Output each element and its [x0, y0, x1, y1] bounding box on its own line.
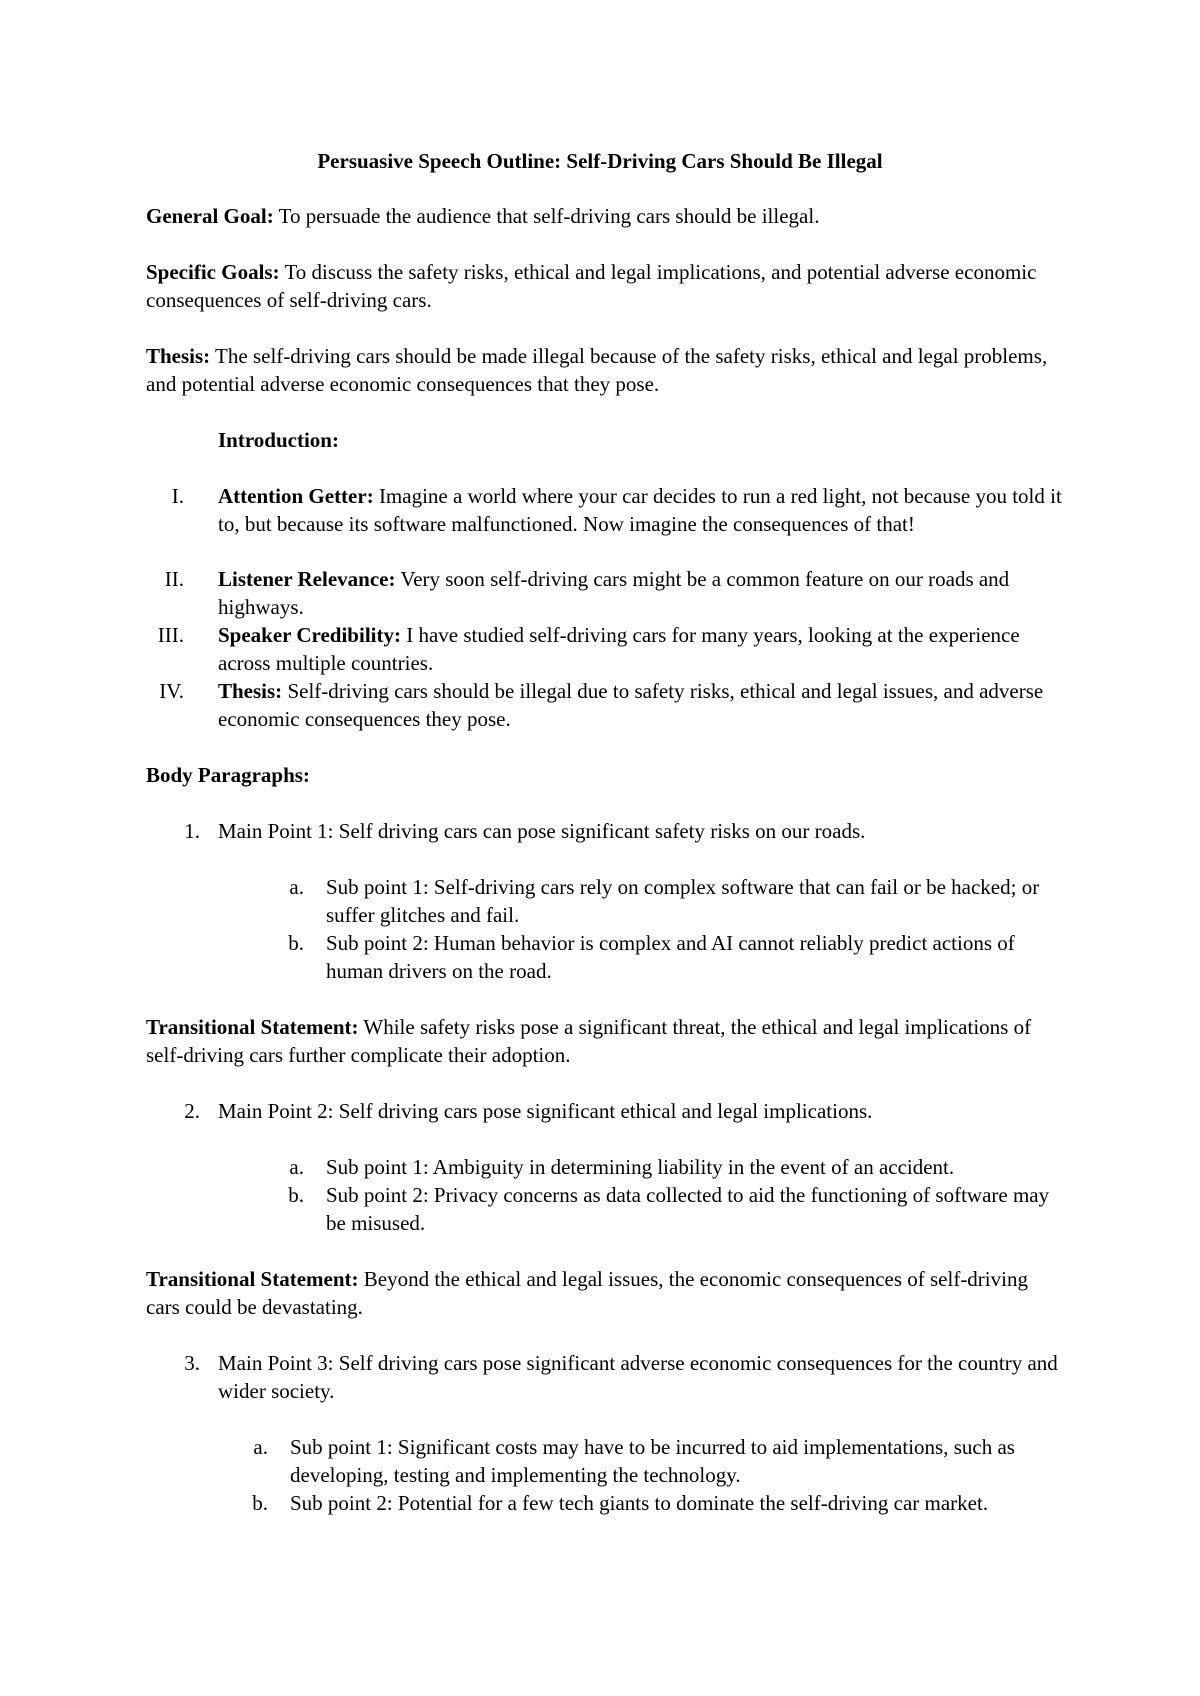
sub-point-letter: a. [253, 1435, 268, 1459]
intro-item-number: III. [157, 623, 184, 647]
intro-item-text: Self-driving cars should be illegal due to safety risks, ethical and legal issues, and adverse economic consequences they pose. [218, 679, 1044, 731]
sub-point-text: Sub point 1: Self-driving cars rely on complex software that can fail or be hacked; or suffer glitches and fail. [326, 875, 1040, 927]
sub-point-text: Sub point 1: Ambiguity in determining liability in the event of an accident. [326, 1155, 955, 1179]
intro-item-number: II. [164, 567, 184, 591]
transitional-statement-label: Transitional Statement: [146, 1267, 359, 1291]
introduction-heading: Introduction: [218, 428, 339, 452]
transitional-statement-text: While safety risks pose a significant threat, the ethical and legal implications of self-driving cars further complicate their adoption. [146, 1015, 1032, 1067]
intro-item-number: IV. [159, 679, 184, 703]
general-goal-label: General Goal: [146, 204, 274, 228]
transitional-statement-1 [146, 1014, 1066, 1069]
sub-point-letter: b. [288, 1183, 304, 1207]
transitional-statement-label: Transitional Statement: [146, 1015, 359, 1039]
main-point-text: Main Point 3: Self driving cars pose significant adverse economic consequences for the country and wider society. [218, 1351, 1058, 1403]
intro-item-content [218, 622, 1066, 677]
main-point-number: 1. [184, 819, 200, 843]
intro-item-label: Speaker Credibility: [218, 623, 401, 647]
general-goal-text: To persuade the audience that self-driving cars should be illegal. [273, 204, 820, 228]
intro-item-text: Imagine a world where your car decides to run a red light, not because you told it to, but because its software malfunctioned. Now imagine the consequences of that! [218, 484, 1062, 536]
sub-point-text: Sub point 2: Potential for a few tech giants to dominate the self-driving car market. [290, 1491, 989, 1515]
body-paragraphs-heading: Body Paragraphs: [146, 763, 310, 787]
intro-item-label: Attention Getter: [218, 484, 374, 508]
intro-item-label: Thesis: [218, 679, 283, 703]
general-goal [146, 203, 1066, 231]
main-point-text: Main Point 2: Self driving cars pose significant ethical and legal implications. [218, 1099, 873, 1123]
sub-point-letter: b. [288, 931, 304, 955]
main-point-text: Main Point 1: Self driving cars can pose significant safety risks on our roads. [218, 819, 866, 843]
intro-item-text: I have studied self-driving cars for many years, looking at the experience across multiple countries. [218, 623, 1020, 675]
intro-item-label: Listener Relevance: [218, 567, 396, 591]
sub-point-text: Sub point 1: Significant costs may have to be incurred to aid implementations, such as developing, testing and implementing the technology. [290, 1435, 1015, 1487]
document-title: Persuasive Speech Outline: Self-Driving Cars Should Be Illegal [317, 149, 883, 173]
intro-item-number: I. [171, 484, 184, 508]
thesis-statement [146, 343, 1066, 398]
intro-item-text: Very soon self-driving cars might be a common feature on our roads and highways. [218, 567, 1010, 619]
thesis-text: The self-driving cars should be made illegal because of the safety risks, ethical and legal problems, and potential adverse economic consequences that they pose. [146, 344, 1048, 396]
sub-point-letter: b. [252, 1491, 268, 1515]
sub-point-letter: a. [289, 1155, 304, 1179]
sub-point-text: Sub point 2: Privacy concerns as data collected to aid the functioning of software may be misused. [326, 1183, 1050, 1235]
intro-item-content [218, 678, 1066, 733]
transitional-statement-2 [146, 1266, 1066, 1321]
intro-item-content [218, 566, 1066, 621]
transitional-statement-text: Beyond the ethical and legal issues, the economic consequences of self-driving cars could be devastating. [146, 1267, 1028, 1319]
main-point-number: 2. [184, 1099, 200, 1123]
specific-goals-label: Specific Goals: [146, 260, 280, 284]
intro-item-content [218, 483, 1066, 538]
specific-goals [146, 259, 1066, 314]
sub-point-text: Sub point 2: Human behavior is complex and AI cannot reliably predict actions of human drivers on the road. [326, 931, 1015, 983]
main-point-number: 3. [184, 1351, 200, 1375]
sub-point-letter: a. [289, 875, 304, 899]
thesis-label: Thesis: [146, 344, 211, 368]
specific-goals-text: To discuss the safety risks, ethical and legal implications, and potential adverse economic consequences of self-driving cars. [146, 260, 1037, 312]
